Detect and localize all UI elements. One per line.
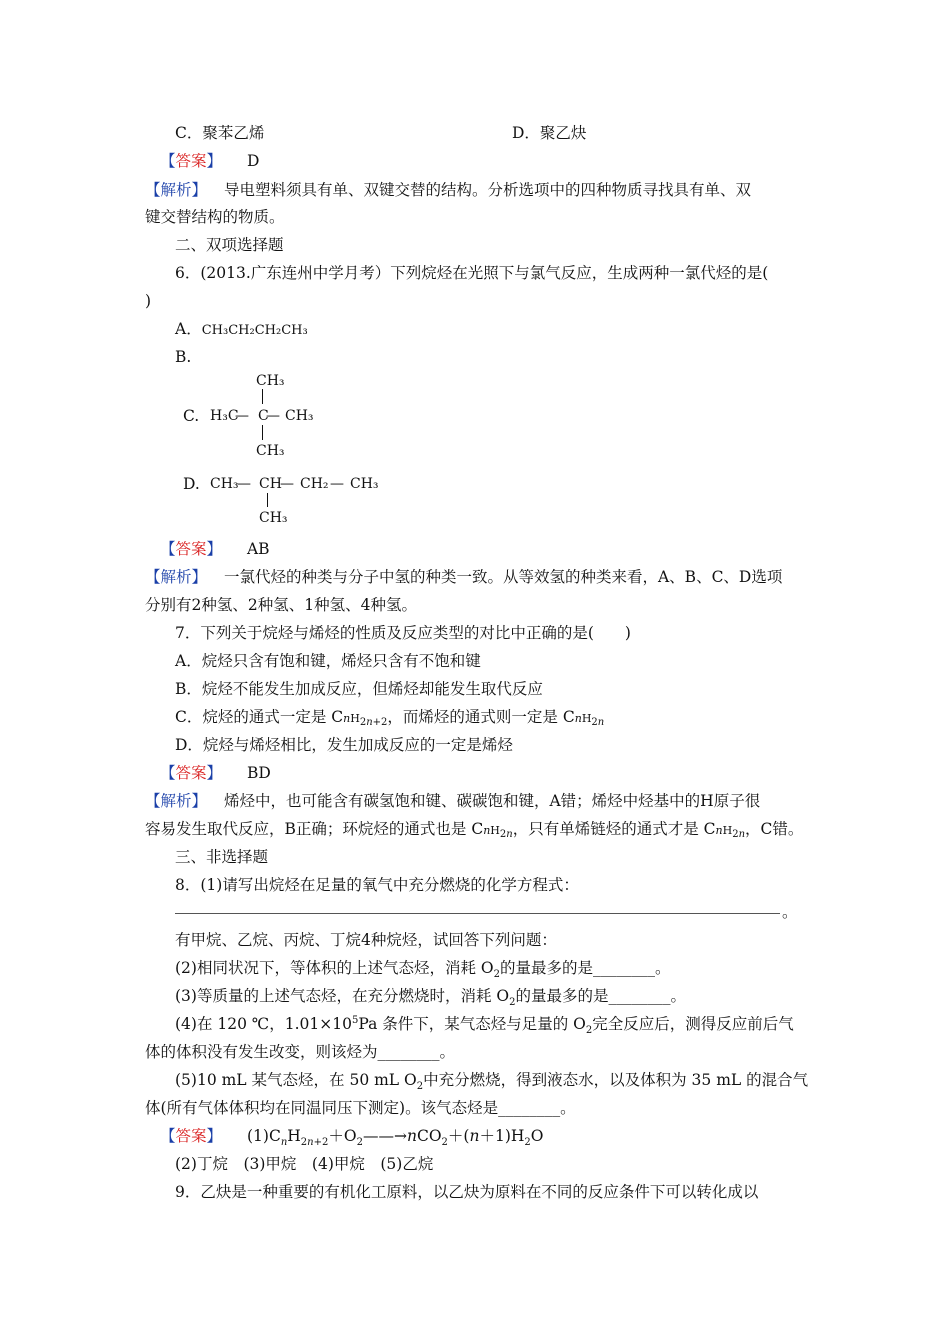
- analysis-row: 【解析】 一氯代烃的种类与分子中氢的种类一致。从等效氢的种类来看，A、B、C、D选项: [145, 568, 783, 586]
- mol-d-c: CH₂: [300, 476, 329, 492]
- mol-d-a: CH₃: [210, 476, 239, 492]
- part-5: (5)10 mL 某气态烃，在 50 mL $O_2$中充分燃烧，得到液态水，以及体积为 35 mL 的混合气: [175, 1071, 809, 1093]
- analysis-text-part: 容易发生取代反应，B正确；环烷烃的通式也是 C: [145, 820, 484, 838]
- answer-label: 答案: [175, 1127, 207, 1145]
- option-c-text: C．烷烃的通式一定是 C: [175, 708, 344, 726]
- part-text: (5)10 mL 某气态烃，在 50 mL O: [175, 1071, 417, 1089]
- analysis-text-part: ，只有单烯链烃的通式才是 C: [512, 820, 716, 838]
- mol-d-d: CH₃: [350, 476, 379, 492]
- part-5-cont: 体(所有气体体积均在同温同压下测定)。该气态烃是________。: [145, 1099, 576, 1117]
- part-2: (2)相同状况下，等体积的上述气态烃，消耗 $O_2$的量最多的是________。: [175, 959, 671, 981]
- analysis-label: 解析: [160, 181, 192, 199]
- option-d: D．聚乙炔: [512, 124, 587, 142]
- section-heading: 二、双项选择题: [175, 236, 284, 254]
- answer-row: 【答案】 $(1)C_nH_{2n+2}+O_2——\to nCO_2+(n+1)H_2O$: [160, 1127, 544, 1149]
- mol-d-branch: CH₃: [259, 510, 288, 526]
- section-heading: 三、非选择题: [175, 848, 269, 866]
- eq-part: (1)C: [246, 1127, 281, 1145]
- option-c: C．烷烃的通式一定是 CnH$_{2n+2}$，而烯烃的通式则一定是 CnH$_{2n}$: [175, 708, 605, 729]
- analysis-label: 解析: [160, 792, 192, 810]
- eq-part: ＋1)H: [479, 1127, 525, 1145]
- part-4-cont: 体的体积没有发生改变，则该烃为________。: [145, 1043, 456, 1061]
- question-stem: 7．下列关于烷烃与烯烃的性质及反应类型的对比中正确的是( ): [175, 624, 631, 642]
- answer-label: 答案: [175, 540, 207, 558]
- eq-part: ＋O: [328, 1127, 357, 1145]
- analysis-label: 解析: [160, 568, 192, 586]
- part-text: 的量最多的是________。: [515, 987, 686, 1005]
- bond-dash: —: [280, 476, 294, 492]
- option-b: B．烷烃不能发生加成反应，但烯烃却能发生取代反应: [175, 680, 543, 698]
- answer-label: 答案: [175, 152, 207, 170]
- option-a: [175, 319, 308, 341]
- analysis-row: 【解析】 导电塑料须具有单、双键交替的结构。分析选项中的四种物质寻找具有单、双: [145, 181, 751, 199]
- answer-value: AB: [246, 540, 270, 558]
- mol-c-top: CH₃: [256, 373, 285, 389]
- eq-arrow: ——→: [362, 1127, 407, 1145]
- part-text: (3)等质量的上述气态烃，在充分燃烧时，消耗 O: [175, 987, 510, 1005]
- part-text: (4)在 120 ℃，1.01×10: [175, 1015, 352, 1033]
- bond-dash: —: [330, 476, 344, 492]
- mol-c-center: C: [258, 408, 269, 424]
- bond: [267, 493, 268, 507]
- mol-d-b: CH: [259, 476, 282, 492]
- answer-row: 【答案】 AB: [160, 540, 270, 558]
- question-stem-2: ): [145, 292, 152, 310]
- analysis-text-2: 键交替结构的物质。: [145, 208, 285, 226]
- question-stem: 9．乙炔是一种重要的有机化工原料，以乙炔为原料在不同的反应条件下可以转化成以: [175, 1183, 759, 1201]
- part-text: 的量最多的是________。: [499, 959, 671, 977]
- bond: [262, 389, 263, 404]
- option-a-formula: CH₃CH₂CH₂CH₃: [201, 323, 308, 338]
- analysis-text-2: 分别有2种氢、2种氢、1种氢、4种氢。: [145, 596, 417, 614]
- end-mark: 。: [782, 903, 798, 921]
- analysis-row: 【解析】 烯烃中，也可能含有碳氢饱和键、碳碳饱和键，A错；烯烃中烃基中的H原子很: [145, 792, 761, 810]
- option-b: B.: [175, 348, 192, 366]
- part-text: 中充分燃烧，得到液态水，以及体积为 35 mL 的混合气: [423, 1071, 809, 1089]
- intro-text: 有甲烷、乙烷、丙烷、丁烷4种烷烃，试回答下列问题：: [175, 931, 557, 949]
- option-a: A．烷烃只含有饱和键，烯烃只含有不饱和键: [175, 652, 481, 670]
- analysis-text: 导电塑料须具有单、双键交替的结构。分析选项中的四种物质寻找具有单、双: [223, 181, 751, 199]
- mol-c-left: H₃C: [210, 408, 239, 424]
- option-c-text-2: ，而烯烃的通式则一定是 C: [387, 708, 575, 726]
- answer-value: BD: [246, 764, 271, 782]
- eq-part: ＋(: [447, 1127, 470, 1145]
- answer-list: (2)丁烷 (3)甲烷 (4)甲烷 (5)乙烷: [175, 1155, 434, 1173]
- part-text: (2)相同状况下，等体积的上述气态烃，消耗 O: [175, 959, 494, 977]
- bond-dash: —: [235, 408, 249, 424]
- analysis-text-2: 容易发生取代反应，B正确；环烷烃的通式也是 CnH$_{2n}$，只有单烯链烃的通式才是 CnH$_{2n}$，C错。: [145, 820, 804, 841]
- question-stem: 6．(2013.广东连州中学月考）下列烷烃在光照下与氯气反应，生成两种一氯代烃的是(: [175, 264, 769, 282]
- option-d: D．烷烃与烯烃相比，发生加成反应的一定是烯烃: [175, 736, 513, 754]
- option-c: C．聚苯乙烯: [175, 124, 265, 142]
- bond-dash: —: [266, 408, 280, 424]
- part-text: Pa 条件下，某气态烃与足量的 O: [358, 1015, 586, 1033]
- part-4: (4)在 120 ℃，$1.01\times 10^5Pa$ 条件下，某气态烃与足量的 $O_2$完全反应后，测得反应前后气: [175, 1014, 794, 1037]
- option-c-label: C.: [183, 407, 200, 425]
- mol-c-right: CH₃: [285, 408, 314, 424]
- part-text: 完全反应后，测得反应前后气: [592, 1015, 794, 1033]
- analysis-text: 烯烃中，也可能含有碳氢饱和键、碳碳饱和键，A错；烯烃中烃基中的H原子很: [223, 792, 761, 810]
- answer-equation: $(1)C_nH_{2n+2}+O_2——\to nCO_2+(n+1)H_2O$: [246, 1127, 544, 1149]
- bond-dash: —: [237, 476, 251, 492]
- option-a-prefix: A．: [175, 320, 202, 338]
- answer-row: 【答案】 D: [160, 152, 260, 170]
- bond: [262, 425, 263, 440]
- analysis-text: 一氯代烃的种类与分子中氢的种类一致。从等效氢的种类来看，A、B、C、D选项: [223, 568, 783, 586]
- answer-label: 答案: [175, 764, 207, 782]
- eq-part: CO: [416, 1127, 442, 1145]
- option-d-label: D.: [183, 475, 200, 493]
- eq-part: O: [530, 1127, 544, 1145]
- answer-blank-line: [175, 913, 780, 914]
- part-3: (3)等质量的上述气态烃，在充分燃烧时，消耗 $O_2$的量最多的是________。: [175, 987, 686, 1009]
- question-stem: 8．(1)请写出烷烃在足量的氧气中充分燃烧的化学方程式：: [175, 876, 579, 894]
- analysis-text-part: ，C错。: [745, 820, 804, 838]
- answer-value: D: [246, 152, 260, 170]
- answer-row: 【答案】 BD: [160, 764, 271, 782]
- mol-c-bottom: CH₃: [256, 443, 285, 459]
